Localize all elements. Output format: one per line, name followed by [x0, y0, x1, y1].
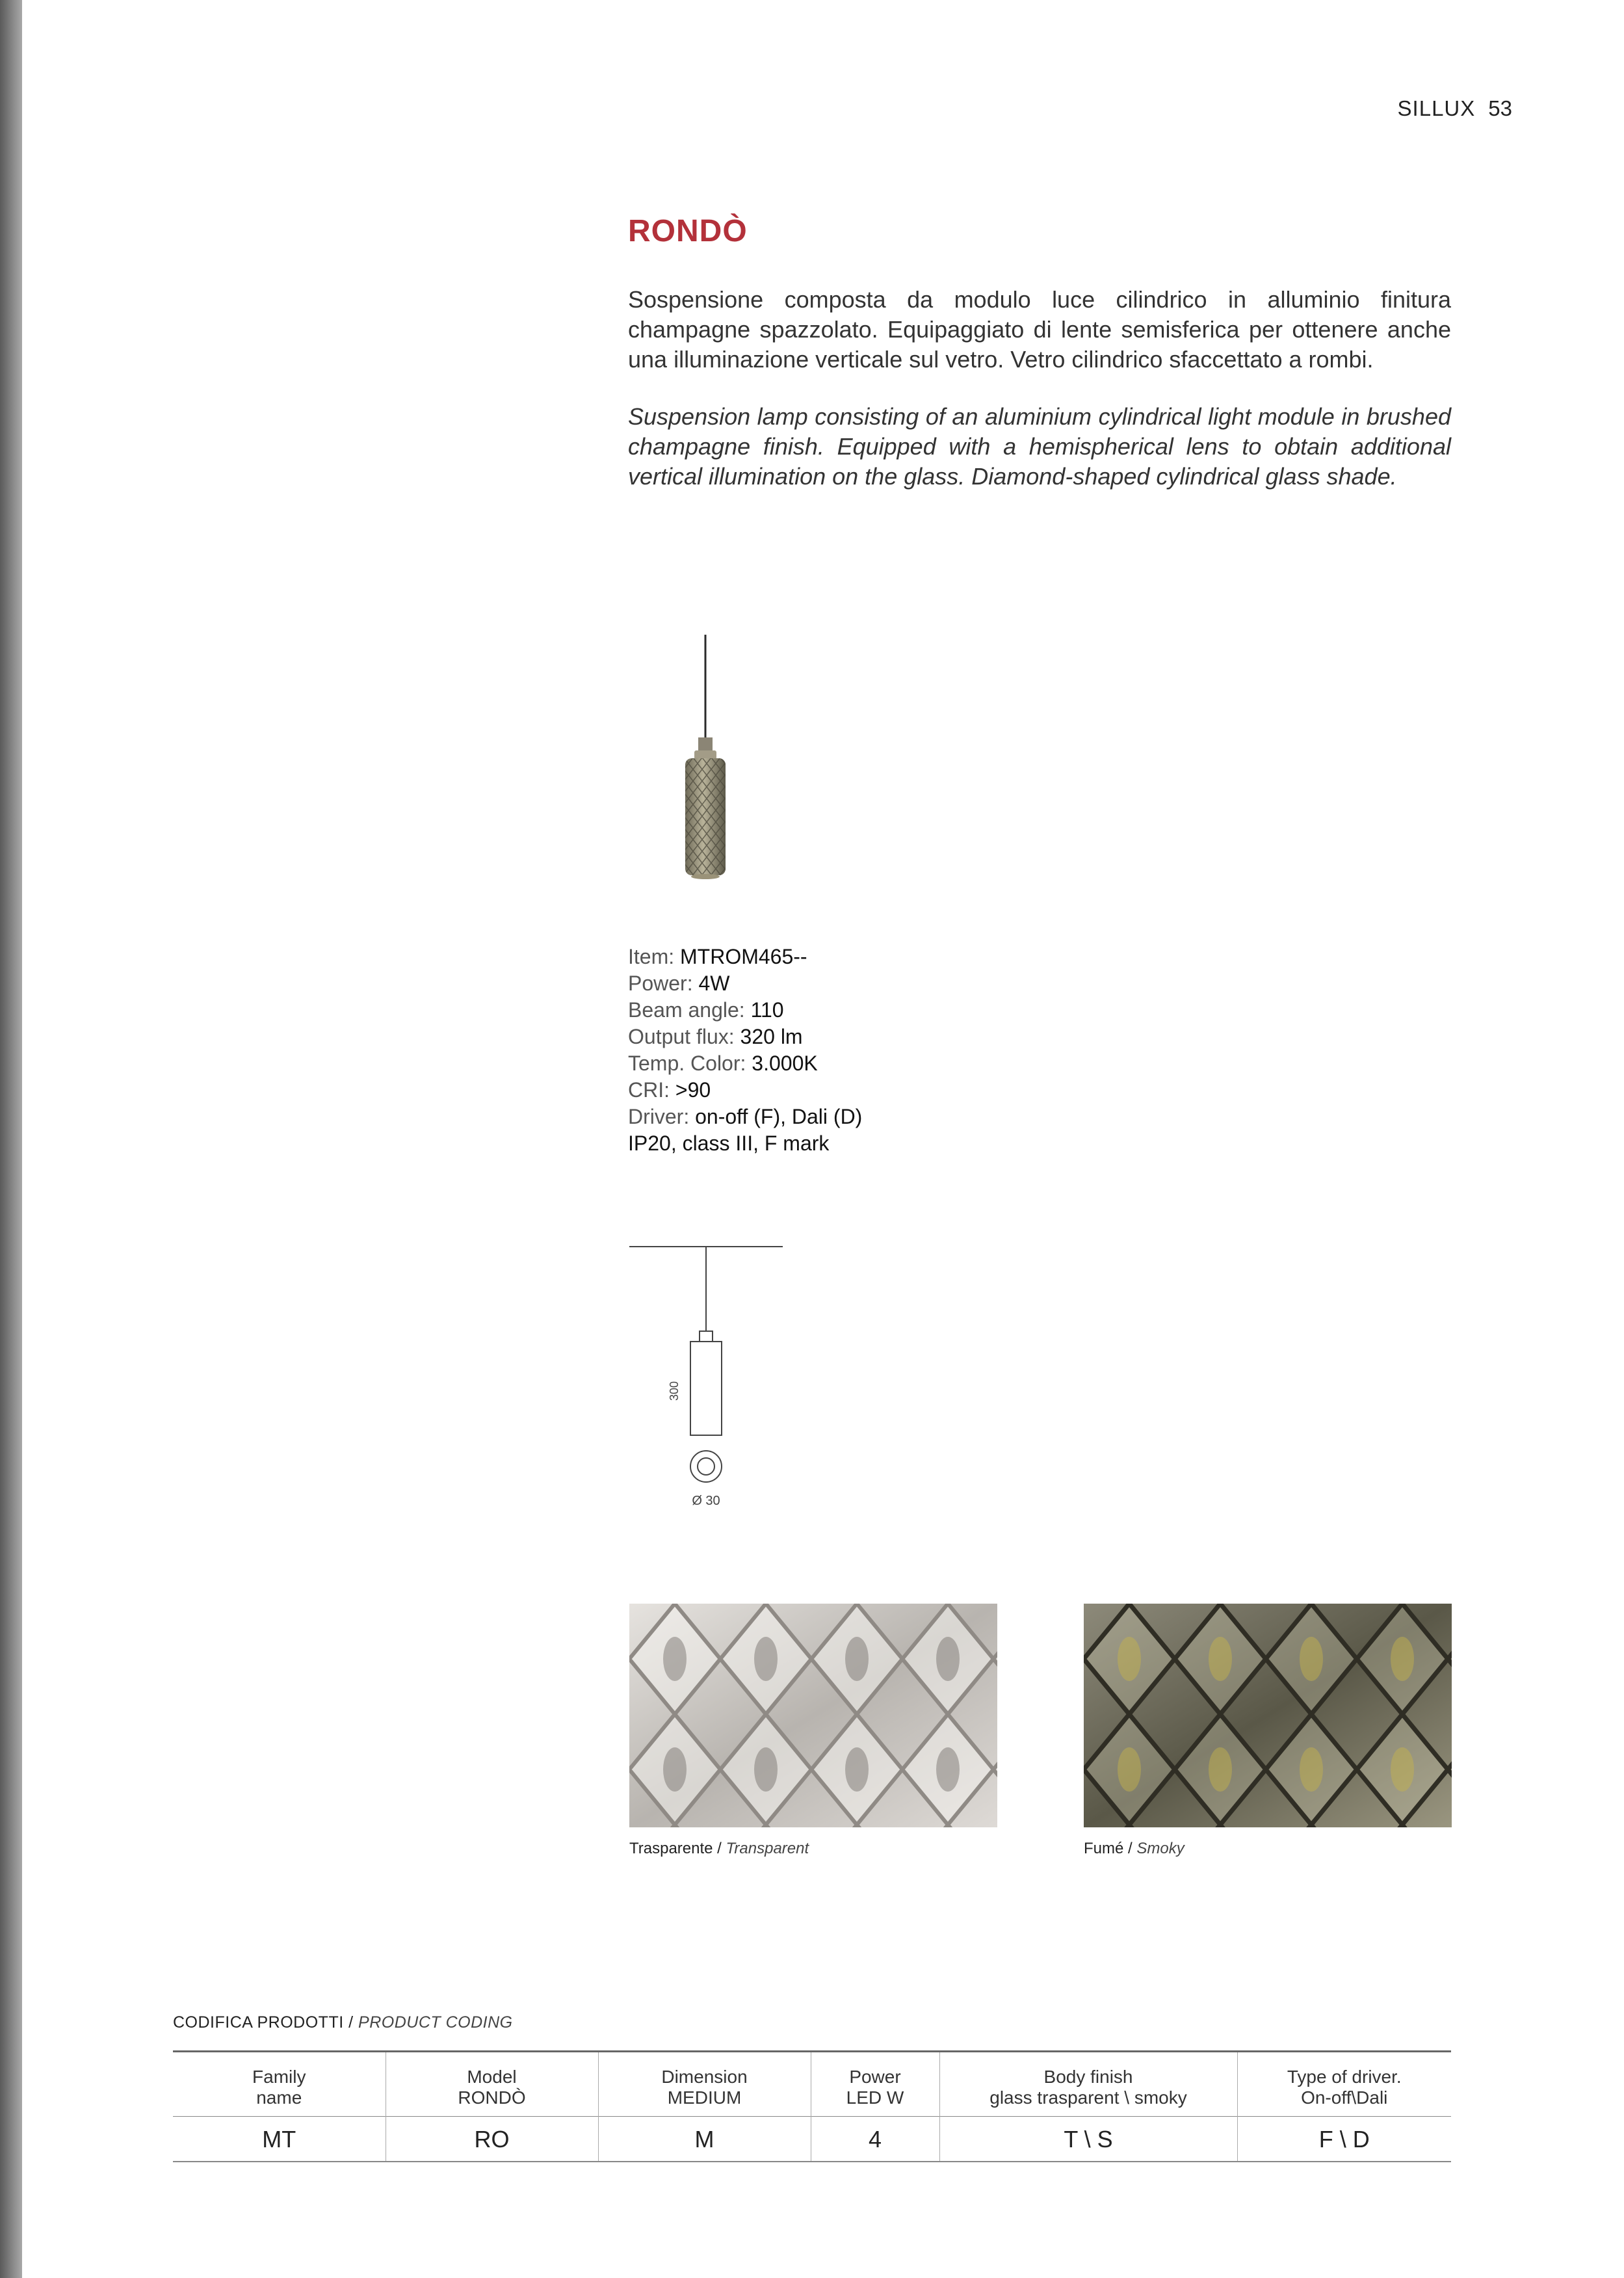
description-english: Suspension lamp consisting of an aluminium cylindrical light module in brushed champagne finish. Equipped with a hemispherical lens to obtain additional vertical illumination on the glass. Diamond-shaped cylindrical glass shade. — [628, 403, 1451, 490]
coding-header-power: Power LED W — [811, 2052, 939, 2117]
technical-specs — [628, 944, 862, 1157]
code-body-finish: T \ S — [939, 2117, 1237, 2162]
swatch-smoky — [1084, 1604, 1452, 1827]
coding-header-model: Model RONDÒ — [386, 2052, 598, 2117]
diameter-dimension-label: Ø 30 — [692, 1494, 720, 1508]
swatch-transparent — [629, 1604, 997, 1827]
spec-temp-color — [628, 1050, 862, 1077]
spec-label: Driver: — [628, 1105, 696, 1128]
spec-label: CRI: — [628, 1078, 675, 1102]
finish-separator: / — [1123, 1840, 1137, 1857]
product-title: RONDÒ — [628, 214, 748, 248]
spec-label: Temp. Color: — [628, 1052, 752, 1075]
coding-header-body-finish: Body finish glass trasparent \ smoky — [939, 2052, 1237, 2117]
coding-header-family: Family name — [252, 2067, 306, 2108]
finish-name-english: Smoky — [1136, 1840, 1185, 1857]
spec-driver — [628, 1104, 862, 1130]
product-coding-label — [173, 2013, 513, 2032]
spec-value: 4W — [698, 972, 730, 995]
caption-smoky — [1084, 1840, 1185, 1858]
coding-label-separator: / — [343, 2013, 359, 2032]
finish-name-italian: Trasparente — [629, 1840, 713, 1857]
spec-power — [628, 970, 862, 997]
spec-cri — [628, 1077, 862, 1104]
coding-label-italian: CODIFICA PRODOTTI — [173, 2013, 344, 2032]
page-header — [1398, 96, 1512, 121]
coding-header-driver: Type of driver. On-off\Dali — [1237, 2052, 1451, 2117]
spec-value: 110 — [750, 998, 784, 1022]
height-dimension-label: 300 — [668, 1381, 681, 1401]
code-family: MT — [173, 2117, 386, 2162]
spec-value: 3.000K — [752, 1052, 818, 1075]
spec-item — [628, 944, 862, 970]
code-model: RO — [386, 2117, 598, 2162]
caption-transparent — [629, 1840, 809, 1858]
finish-name-italian: Fumé — [1084, 1840, 1124, 1857]
code-power: 4 — [811, 2117, 939, 2162]
spec-value: >90 — [675, 1078, 711, 1102]
spec-beam-angle — [628, 997, 862, 1024]
spec-value: IP20, class III, F mark — [628, 1132, 830, 1155]
finish-name-english: Transparent — [726, 1840, 809, 1857]
technical-drawing — [628, 1239, 797, 1512]
spec-label: Beam angle: — [628, 998, 751, 1022]
spec-value: MTROM465-- — [680, 945, 807, 968]
spec-protection — [628, 1130, 862, 1157]
spec-output-flux — [628, 1024, 862, 1050]
spec-label: Item: — [628, 945, 681, 968]
coding-value-row — [173, 2117, 1451, 2162]
coding-header-dimension: Dimension MEDIUM — [598, 2052, 811, 2117]
coding-label-english: PRODUCT CODING — [358, 2013, 513, 2032]
code-driver: F \ D — [1237, 2117, 1451, 2162]
spec-value: on-off (F), Dali (D) — [695, 1105, 863, 1128]
page-number: 53 — [1488, 96, 1512, 120]
product-photo — [675, 635, 740, 882]
coding-header-row — [173, 2052, 1451, 2117]
finish-separator: / — [713, 1840, 726, 1857]
spec-label: Output flux: — [628, 1025, 740, 1048]
spec-value: 320 lm — [740, 1025, 803, 1048]
binding-edge — [0, 0, 22, 2278]
code-dimension: M — [598, 2117, 811, 2162]
product-coding-table — [173, 2050, 1451, 2162]
brand-name: SILLUX — [1397, 96, 1476, 120]
description-italian: Sospensione composta da modulo luce cilindrico in alluminio finitura champagne spazzolato. Equipaggiato di lente semisferica per ottenere anche una illuminazione verticale sul vetro. Vetro cilindrico sfaccettato a rombi. — [628, 286, 1451, 373]
spec-label: Power: — [628, 972, 699, 995]
